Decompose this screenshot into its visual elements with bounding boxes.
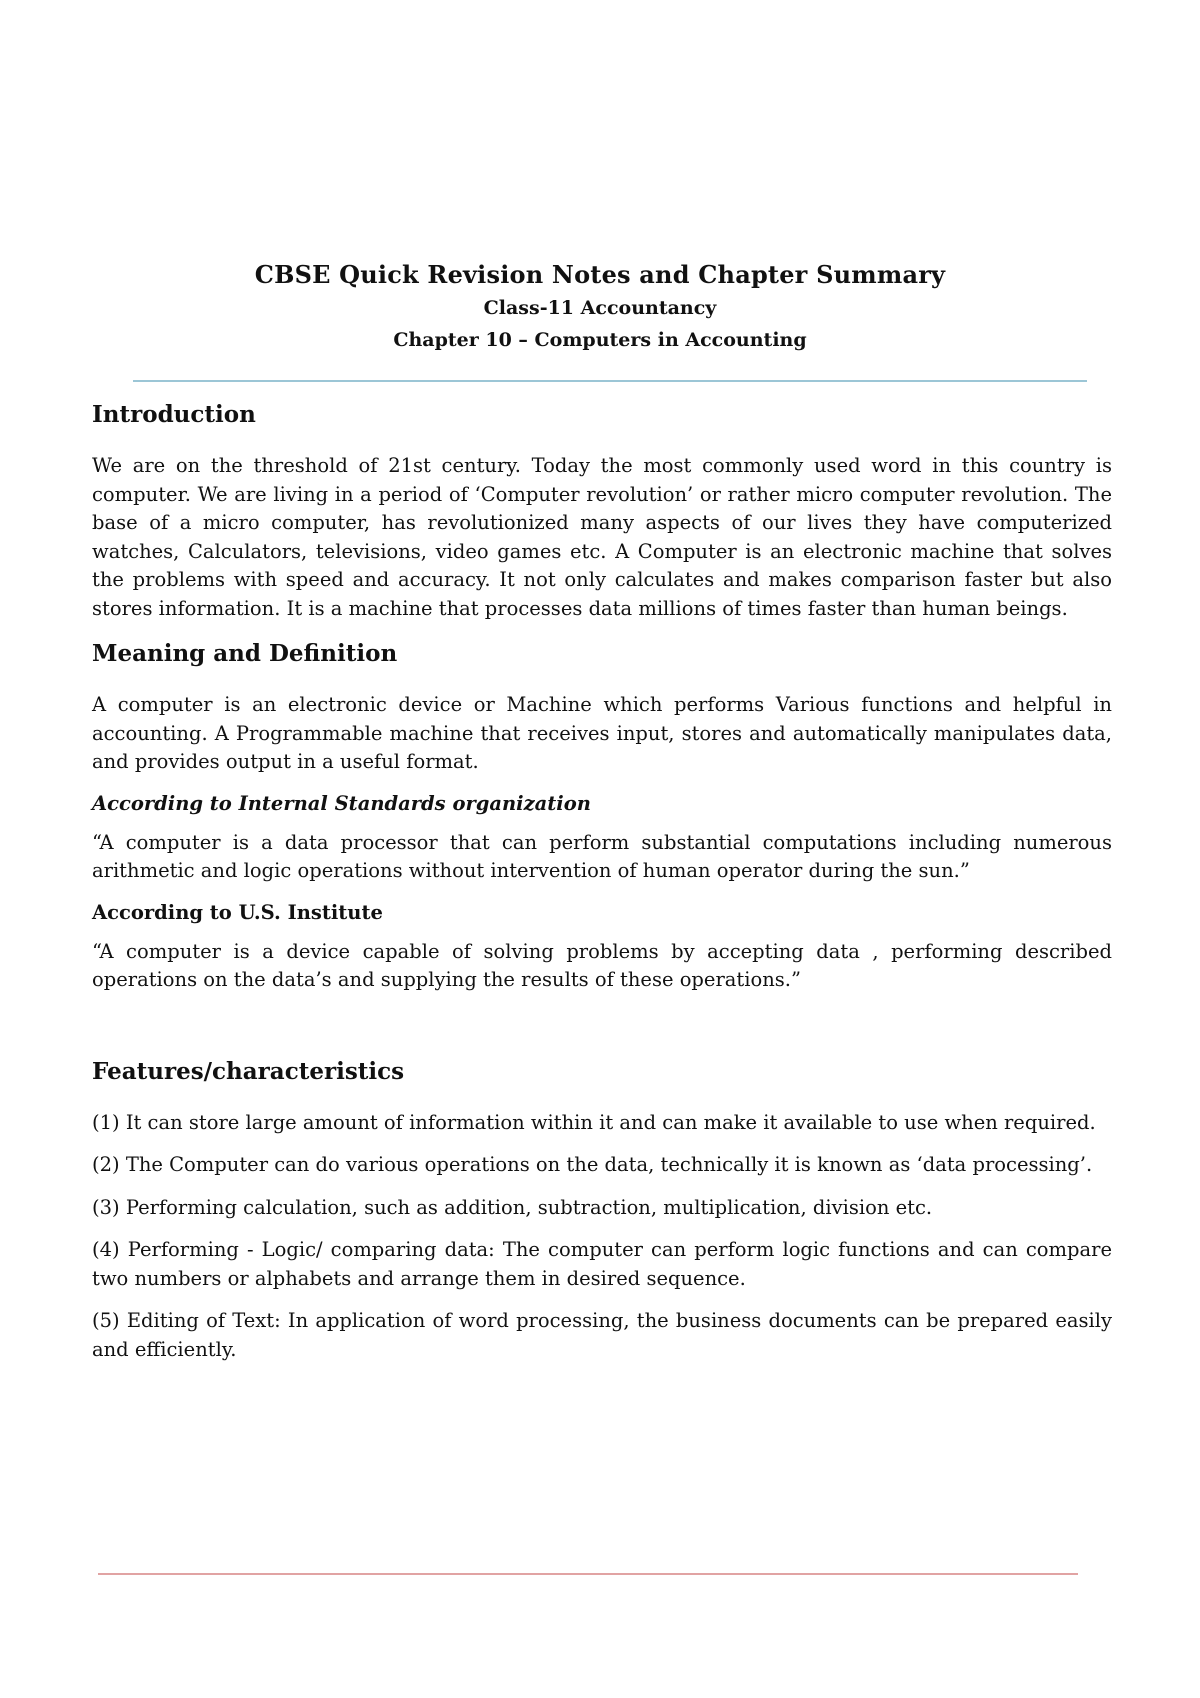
document-title: CBSE Quick Revision Notes and Chapter Summary (254, 260, 946, 289)
us-definition-heading: According to U.S. Institute (92, 900, 383, 924)
feature-item: (2) The Computer can do various operations on the data, technically it is known as ‘data processing’. (92, 1153, 1093, 1176)
document-body (92, 398, 1112, 1378)
iso-definition-quote: “A computer is a data processor that can perform substantial computations including numerous arithmetic and logic operations without intervention of human operator during the sun.” (92, 830, 1112, 882)
chapter-label: Chapter 10 – Computers in Accounting (393, 329, 807, 351)
meaning-heading: Meaning and Definition (92, 640, 398, 667)
introduction-section (92, 398, 1112, 623)
feature-item: (5) Editing of Text: In application of word processing, the business documents can be prepared easily and efficiently. (92, 1309, 1112, 1361)
iso-definition-heading: According to Internal Standards organization (92, 791, 591, 815)
us-definition-quote: “A computer is a device capable of solving problems by accepting data , performing described operations on the data’s and supplying the results of these operations.” (92, 939, 1112, 991)
feature-item: (1) It can store large amount of information within it and can make it available to use when required. (92, 1110, 1096, 1134)
features-heading: Features/characteristics (92, 1057, 405, 1085)
meaning-paragraph: A computer is an electronic device or Machine which performs Various functions and helpful in accounting. A Programmable machine that receives input, stores and automatically manipulates data, and provides output in a useful format. (92, 693, 1112, 773)
introduction-heading: Introduction (92, 401, 256, 428)
feature-item: (3) Performing calculation, such as addition, subtraction, multiplication, division etc. (92, 1195, 933, 1219)
meaning-section (92, 637, 1112, 995)
features-section (92, 1055, 1112, 1365)
introduction-paragraph: We are on the threshold of 21st century. Today the most commonly used word in this country is computer. We are living in a period of ‘Computer revolution’ or rather micro computer revolution. The base of a micro computer, has revolutionized many aspects of our lives they have computerized watches, Calculators, televisions, video games etc. A Computer is an electronic machine that solves the problems with speed and accuracy. It not only calculates and makes comparison faster but also stores information. It is a machine that processes data millions of times faster than human beings. (92, 454, 1112, 620)
feature-item: (4) Performing - Logic/ comparing data: The computer can perform logic functions and can compare two numbers or alphabets and arrange them in desired sequence. (92, 1238, 1112, 1290)
document-header (0, 258, 1200, 356)
footer-divider (98, 1573, 1078, 1575)
header-divider (133, 380, 1087, 382)
class-label: Class-11 Accountancy (483, 297, 717, 319)
